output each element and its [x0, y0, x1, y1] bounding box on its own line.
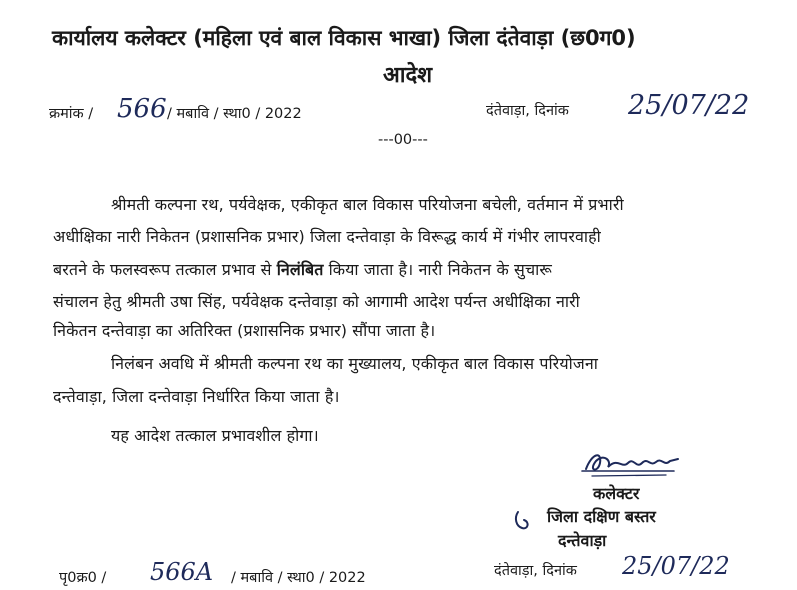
paragraph-3-line-1: यह आदेश तत्काल प्रभावशील होगा।: [111, 426, 319, 445]
paragraph-1-line-2: अधीक्षिका नारी निकेतन (प्रशासनिक प्रभार) जिला दन्तेवाड़ा के विरूद्ध कार्य में गंभीर लापरवाही: [53, 227, 601, 246]
reference-label: क्रमांक /: [49, 106, 94, 122]
separator: ---00---: [378, 132, 428, 148]
endorsement-number-handwritten: 566A: [150, 558, 214, 586]
endorsement-place-date: दंतेवाड़ा, दिनांक: [494, 563, 577, 579]
paragraph-1-line-3: [53, 258, 552, 280]
handwritten-mark: [512, 508, 534, 532]
suspended-word: निलंबित: [276, 260, 324, 279]
paragraph-2-line-2: दन्तेवाड़ा, जिला दन्तेवाड़ा निर्धारित किया जाता है।: [53, 387, 340, 406]
order-title: आदेश: [383, 63, 433, 88]
endorsement-label: पृ0क्र0 /: [59, 570, 107, 586]
paragraph-1-line-5: निकेतन दन्तेवाड़ा का अतिरिक्त (प्रशासनिक प्रभार) सौंपा जाता है।: [53, 321, 436, 340]
paragraph-1-line-3-pre: बरतने के फलस्वरूप तत्काल प्रभाव से: [53, 260, 272, 279]
signature-designation: कलेक्टर: [593, 484, 640, 503]
reference-place-date: दंतेवाड़ा, दिनांक: [486, 103, 569, 119]
endorsement-date-handwritten: 25/07/22: [622, 552, 730, 580]
reference-number-handwritten: 566: [117, 94, 167, 124]
handwritten-signature: [578, 447, 688, 481]
paragraph-1-line-3-post: किया जाता है। नारी निकेतन के सुचारू: [328, 260, 552, 279]
reference-date-handwritten: 25/07/22: [628, 90, 750, 121]
paragraph-1-line-1: श्रीमती कल्पना रथ, पर्यवेक्षक, एकीकृत बाल विकास परियोजना बचेली, वर्तमान में प्रभारी: [111, 195, 624, 214]
paragraph-1-line-4: संचालन हेतु श्रीमती उषा सिंह, पर्यवेक्षक दन्तेवाड़ा को आगामी आदेश पर्यन्त अधीक्षिका नारी: [53, 292, 580, 311]
reference-suffix: / मबावि / स्था0 / 2022: [167, 106, 302, 122]
paragraph-2-line-1: निलंबन अवधि में श्रीमती कल्पना रथ का मुख्यालय, एकीकृत बाल विकास परियोजना: [111, 354, 598, 373]
office-title: कार्यालय कलेक्टर (महिला एवं बाल विकास भाखा) जिला दंतेवाड़ा (छ0ग0): [52, 26, 636, 50]
signature-district: जिला दक्षिण बस्तर: [547, 507, 656, 526]
signature-place: दन्तेवाड़ा: [558, 531, 607, 550]
endorsement-suffix: / मबावि / स्था0 / 2022: [231, 570, 366, 586]
